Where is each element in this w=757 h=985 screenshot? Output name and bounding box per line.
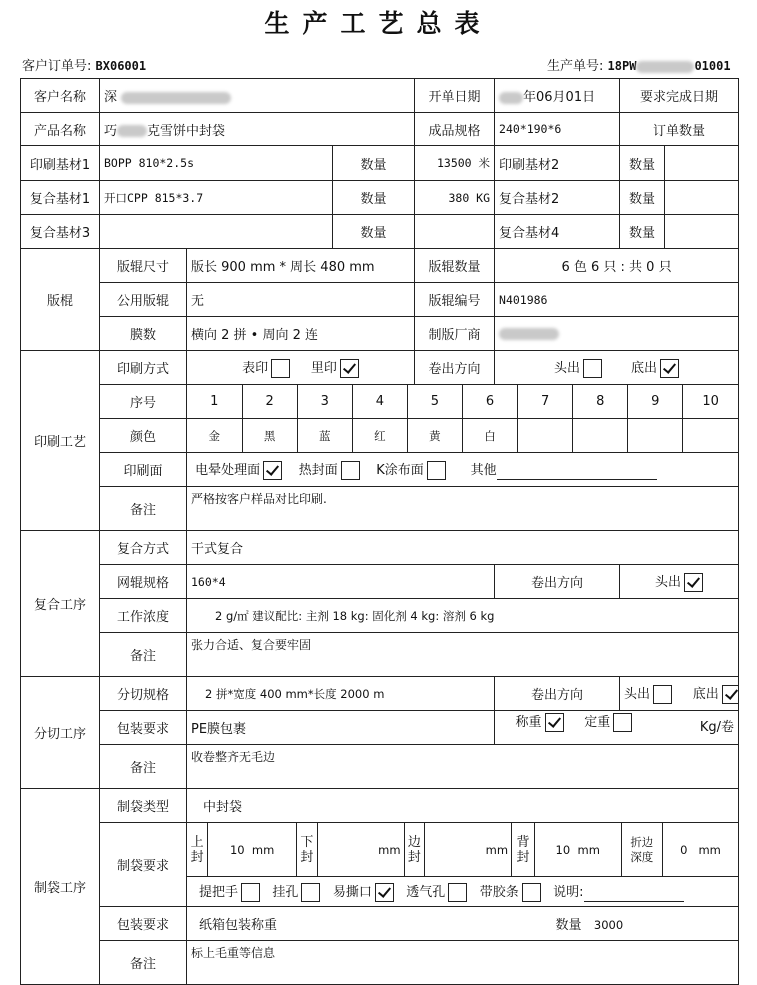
sequence-cell: 1 — [187, 385, 242, 418]
bag-req-row — [21, 823, 739, 877]
qty-label: 数量 — [620, 181, 665, 215]
heat-seal-face-checkbox[interactable] — [341, 461, 360, 480]
slit-direction-options: 头出 底出 — [620, 677, 739, 711]
top-seal-value: 10 mm — [208, 823, 297, 876]
tear-notch-checkbox[interactable] — [375, 883, 394, 902]
bag-type-label: 制袋类型 — [100, 789, 187, 823]
slit-pack-row — [21, 711, 739, 745]
color-cell: 红 — [352, 419, 407, 452]
plate-maker-value — [495, 317, 739, 351]
inner-print-checkbox[interactable] — [340, 359, 359, 378]
empty-cell — [665, 181, 739, 215]
color-cell: 蓝 — [297, 419, 352, 452]
print-bottom-out-checkbox[interactable] — [660, 359, 679, 378]
bag-pack-value: 纸箱包装称重 数量 3000 — [187, 907, 739, 941]
redacted-blur — [499, 92, 523, 104]
spec-label: 成品规格 — [415, 113, 495, 146]
lam-head-out: 头出 — [620, 565, 739, 599]
concentration-label: 工作浓度 — [100, 599, 187, 633]
print-substrate1-label: 印刷基材1 — [21, 146, 100, 181]
other-input-line[interactable] — [497, 465, 657, 480]
sequence-cell: 5 — [407, 385, 462, 418]
slit-pack-label: 包装要求 — [100, 711, 187, 745]
spec-value: 240*190*6 — [495, 113, 620, 146]
composite-substrate-row-2 — [21, 215, 739, 249]
print-roll-direction-options: 头出 底出 — [495, 351, 739, 385]
color-cell: 黄 — [407, 419, 462, 452]
document-title: 生产工艺总表 — [264, 9, 493, 38]
process-table — [20, 78, 739, 985]
handle-checkbox[interactable] — [241, 883, 260, 902]
start-date-label: 开单日期 — [415, 79, 495, 113]
side-seal-value: mm — [425, 823, 512, 876]
empty-cell — [415, 215, 495, 249]
composite-substrate2-label: 复合基材2 — [495, 181, 620, 215]
prod-suffix: 01001 — [694, 59, 731, 73]
slit-pack-value: PE膜包裹 — [187, 711, 495, 745]
sequence-row — [21, 385, 739, 419]
fixed-weight-checkbox[interactable] — [613, 713, 632, 732]
customer-label: 客户名称 — [21, 79, 100, 113]
vent-hole-checkbox[interactable] — [448, 883, 467, 902]
lam-note-row — [21, 633, 739, 677]
prod-label: 生产单号: — [547, 59, 604, 74]
bag-note-row — [21, 941, 739, 985]
bag-note-value: 标上毛重等信息 — [187, 941, 739, 985]
explain-input-line[interactable] — [584, 887, 684, 902]
sequence-cell: 7 — [518, 385, 573, 418]
production-no — [547, 55, 731, 74]
customer-value: 深 — [100, 79, 415, 113]
slit-weigh-options: 称重 定重 Kg/卷 — [495, 711, 739, 745]
sequence-cell: 9 — [628, 385, 683, 418]
print-substrate-row — [21, 146, 739, 181]
color-row — [21, 419, 739, 453]
slitting-section-label: 分切工序 — [21, 677, 100, 789]
plate-film-row — [21, 317, 739, 351]
weigh-checkbox[interactable] — [545, 713, 564, 732]
print-substrate1-value: BOPP 810*2.5s — [100, 146, 333, 181]
print-face-options: 电晕处理面 热封面 K涂布面 其他 — [187, 453, 739, 487]
color-cells — [187, 419, 739, 453]
fold-depth-label: 折边 深度 — [621, 823, 662, 876]
composite-substrate1-label: 复合基材1 — [21, 181, 100, 215]
print-head-out-checkbox[interactable] — [583, 359, 602, 378]
tape-checkbox[interactable] — [522, 883, 541, 902]
print-note-label: 备注 — [100, 487, 187, 531]
printing-section-label: 印刷工艺 — [21, 351, 100, 531]
print-method-row — [21, 351, 739, 385]
plate-count-label: 版辊数量 — [415, 249, 495, 283]
slit-note-row — [21, 745, 739, 789]
bag-pack-label: 包装要求 — [100, 907, 187, 941]
sequence-cell: 10 — [702, 394, 719, 409]
color-cell — [573, 419, 628, 452]
plate-code-label: 版辊编号 — [415, 283, 495, 317]
product-label: 产品名称 — [21, 113, 100, 146]
order-value: BX06001 — [95, 59, 147, 73]
empty-cell — [665, 146, 739, 181]
slit-spec-label: 分切规格 — [100, 677, 187, 711]
k-coat-face-checkbox[interactable] — [427, 461, 446, 480]
color-cell: 黑 — [242, 419, 297, 452]
empty-cell — [100, 215, 333, 249]
lam-note-value: 张力合适、复合要牢固 — [187, 633, 739, 677]
color-cell: 金 — [187, 419, 242, 452]
bag-type-row — [21, 789, 739, 823]
print-face-row — [21, 453, 739, 487]
customer-order-no — [22, 55, 146, 74]
due-date-label: 要求完成日期 — [620, 79, 739, 113]
concentration-value: 2 g/㎡ 建议配比: 主剂 18 kg: 固化剂 4 kg: 溶剂 6 kg — [187, 599, 739, 633]
bag-type-value: 中封袋 — [187, 789, 739, 823]
print-substrate1-qty: 13500 米 — [415, 146, 495, 181]
mesh-row — [21, 565, 739, 599]
product-row — [21, 113, 739, 146]
product-value: 巧 克雪饼中封袋 — [100, 113, 415, 146]
qty-label: 数量 — [333, 181, 415, 215]
shared-plate-value: 无 — [187, 283, 415, 317]
plate-count-value: 6 色 6 只 : 共 0 只 — [495, 249, 739, 283]
bag-req-label: 制袋要求 — [100, 823, 187, 907]
redacted-blur — [636, 61, 694, 73]
sequence-cell: 2 — [242, 385, 297, 418]
film-count-value: 横向 2 拼 • 周向 2 连 — [187, 317, 415, 351]
composite-substrate3-label: 复合基材3 — [21, 215, 100, 249]
weight-unit: Kg/卷 — [699, 720, 735, 735]
print-note-row — [21, 487, 739, 531]
lam-method-value: 干式复合 — [187, 531, 739, 565]
lam-note-label: 备注 — [100, 633, 187, 677]
film-count-label: 膜数 — [100, 317, 187, 351]
plate-size-value: 版长 900 mm * 周长 480 mm — [187, 249, 415, 283]
color-cell — [628, 419, 683, 452]
corona-face-checkbox[interactable] — [263, 461, 282, 480]
lam-roll-direction-label: 卷出方向 — [495, 565, 620, 599]
start-date-value: 年06月01日 — [495, 79, 620, 113]
customer-row — [21, 79, 739, 113]
hang-hole-checkbox[interactable] — [301, 883, 320, 902]
slit-bottom-out-checkbox[interactable] — [722, 685, 739, 704]
empty-cell — [665, 215, 739, 249]
top-seal-label: 上 封 — [187, 823, 208, 876]
surface-print-checkbox[interactable] — [271, 359, 290, 378]
composite-substrate1-qty: 380 KG — [415, 181, 495, 215]
redacted-blur — [121, 92, 231, 104]
composite-substrate4-label: 复合基材4 — [495, 215, 620, 249]
bag-qty: 数量 3000 — [555, 918, 624, 933]
bottom-seal-label: 下 封 — [297, 823, 318, 876]
concentration-row — [21, 599, 739, 633]
bag-pack-row — [21, 907, 739, 941]
sequence-cell: 8 — [573, 385, 628, 418]
fold-depth-value: 0 mm — [680, 842, 721, 857]
order-label: 客户订单号: — [22, 59, 92, 74]
slit-roll-direction-label: 卷出方向 — [495, 677, 620, 711]
qty-label: 数量 — [620, 215, 665, 249]
mesh-value: 160*4 — [187, 565, 495, 599]
bottom-seal-value: mm — [317, 823, 404, 876]
plate-size-row — [21, 249, 739, 283]
sequence-cells — [187, 385, 739, 419]
print-note-value: 严格按客户样品对比印刷. — [187, 487, 739, 531]
composite-substrate-row — [21, 181, 739, 215]
slit-note-value: 收卷整齐无毛边 — [187, 745, 739, 789]
sequence-cell: 6 — [462, 385, 517, 418]
print-roll-direction-label: 卷出方向 — [415, 351, 495, 385]
redacted-blur — [499, 328, 559, 340]
slit-note-label: 备注 — [100, 745, 187, 789]
mesh-label: 网辊规格 — [100, 565, 187, 599]
plate-maker-label: 制版厂商 — [415, 317, 495, 351]
bag-note-label: 备注 — [100, 941, 187, 985]
slit-spec-row — [21, 677, 739, 711]
plate-size-label: 版辊尺寸 — [100, 249, 187, 283]
plate-section-label: 版棍 — [21, 249, 100, 351]
prod-prefix: 18PW — [607, 59, 637, 73]
qty-label: 数量 — [333, 215, 415, 249]
slit-head-out-checkbox[interactable] — [653, 685, 672, 704]
sequence-cell: 3 — [297, 385, 352, 418]
lam-method-label: 复合方式 — [100, 531, 187, 565]
sequence-cell: 4 — [352, 385, 407, 418]
plate-shared-row — [21, 283, 739, 317]
lam-method-row — [21, 531, 739, 565]
bag-options: 提把手 挂孔 易撕口 透气孔 带胶条 说明: — [187, 877, 739, 907]
print-substrate2-label: 印刷基材2 — [495, 146, 620, 181]
print-method-options: 表印 里印 — [187, 351, 415, 385]
order-qty-label: 订单数量 — [620, 113, 739, 146]
color-label: 颜色 — [100, 419, 187, 453]
composite-substrate1-value: 开口CPP 815*3.7 — [100, 181, 333, 215]
print-method-label: 印刷方式 — [100, 351, 187, 385]
plate-code-value: N401986 — [495, 283, 739, 317]
color-cell: 白 — [462, 419, 517, 452]
slit-spec-value: 2 拼*宽度 400 mm*长度 2000 m — [187, 677, 495, 711]
seal-dimensions — [187, 823, 739, 877]
back-seal-value: 10 mm — [534, 823, 621, 876]
color-cell — [518, 419, 573, 452]
print-face-label: 印刷面 — [100, 453, 187, 487]
redacted-blur — [117, 125, 147, 137]
side-seal-label: 边 封 — [404, 823, 425, 876]
color-cell — [683, 419, 738, 452]
qty-label: 数量 — [620, 146, 665, 181]
lam-head-out-checkbox[interactable] — [684, 573, 703, 592]
qty-label: 数量 — [333, 146, 415, 181]
back-seal-label: 背 封 — [512, 823, 535, 876]
laminating-section-label: 复合工序 — [21, 531, 100, 677]
shared-plate-label: 公用版辊 — [100, 283, 187, 317]
bagmaking-section-label: 制袋工序 — [21, 789, 100, 985]
sequence-label: 序号 — [100, 385, 187, 419]
